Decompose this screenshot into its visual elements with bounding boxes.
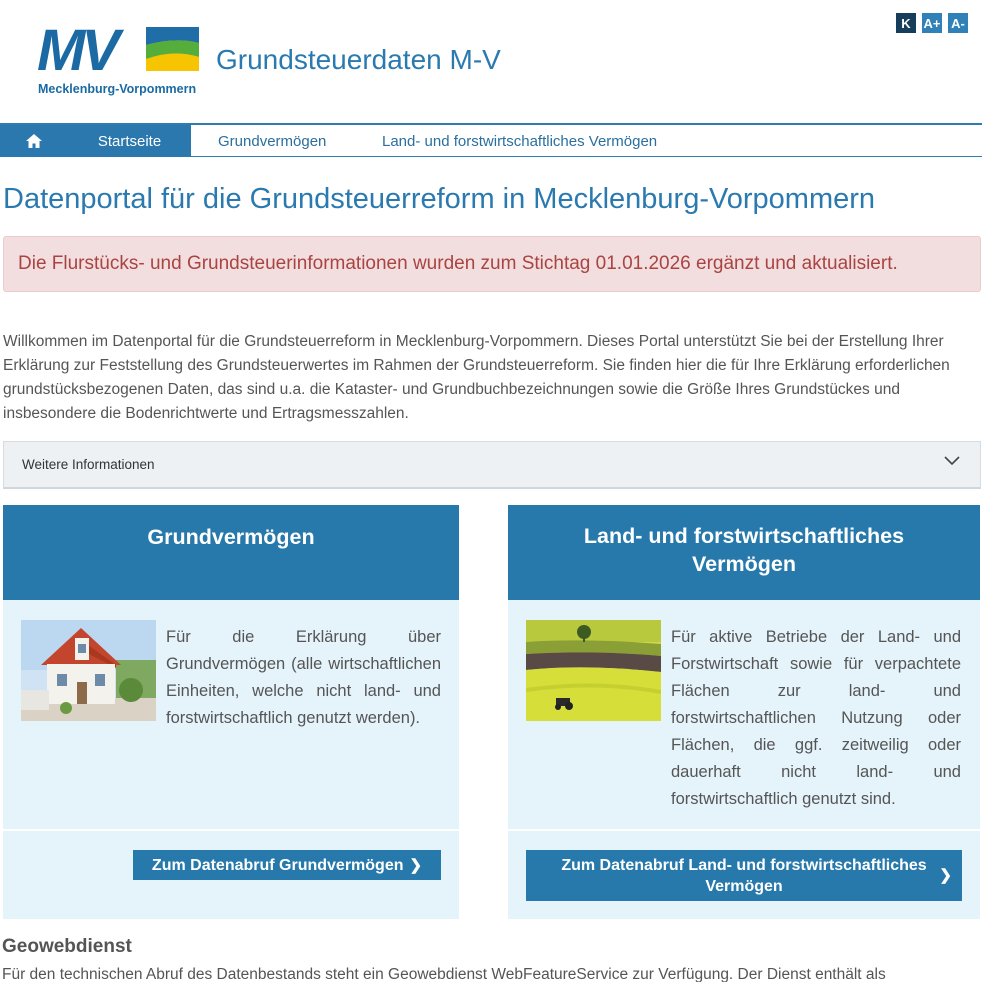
button-label: Zum Datenabruf Grundvermögen bbox=[151, 856, 404, 874]
card-divider bbox=[3, 829, 459, 831]
geowebdienst-text: Für den technischen Abruf des Datenbestands steht ein Geowebdienst WebFeatureService zur Verfügung. Der Dienst enthält als bbox=[2, 966, 886, 982]
chevron-right-icon: ❯ bbox=[939, 867, 952, 884]
card-body bbox=[508, 602, 980, 828]
page-title: Datenportal für die Grundsteuerreform in Mecklenburg-Vorpommern bbox=[3, 183, 876, 215]
card-title bbox=[3, 505, 459, 600]
datenabruf-land-forst-button[interactable] bbox=[526, 850, 962, 901]
accessibility-controls bbox=[896, 13, 968, 33]
card-description: Für aktive Betriebe der Land- und Forstwirtschaft sowie für verpachtete Flächen zur land- und forstwirtschaftlichen Nutzung oder Flächen, die ggf. zeitweilig oder dauerhaft nicht land- und forstwirtschaftlich genutzt sind. bbox=[671, 628, 961, 808]
card-land-forst bbox=[508, 505, 980, 919]
nav-item-land-forst[interactable]: Land- und forstwirtschaftliches Vermögen bbox=[382, 132, 658, 150]
more-info-accordion[interactable] bbox=[3, 441, 981, 489]
chevron-right-icon: ❯ bbox=[409, 856, 423, 874]
card-title bbox=[508, 505, 980, 600]
accordion-label: Weitere Informationen bbox=[22, 457, 155, 472]
logo-flag-icon bbox=[146, 27, 199, 71]
field-image bbox=[526, 620, 661, 721]
nav-home[interactable] bbox=[0, 125, 68, 157]
contrast-button[interactable]: K bbox=[896, 13, 916, 33]
logo-subtitle: Mecklenburg-Vorpommern bbox=[38, 82, 197, 96]
chevron-down-icon bbox=[944, 456, 960, 466]
site-title: Grundsteuerdaten M-V bbox=[216, 44, 501, 75]
geowebdienst-heading: Geowebdienst bbox=[2, 936, 132, 957]
update-alert bbox=[3, 236, 981, 292]
house-image bbox=[21, 620, 156, 721]
font-decrease-button[interactable]: A- bbox=[948, 13, 968, 33]
mv-logo[interactable] bbox=[37, 18, 202, 98]
font-increase-button[interactable]: A+ bbox=[922, 13, 942, 33]
site-header bbox=[0, 0, 982, 123]
card-grundvermoegen bbox=[3, 505, 459, 919]
card-title-text: Grundvermögen bbox=[147, 525, 315, 549]
card-title-text: Land- und forstwirtschaftliches Vermögen bbox=[583, 524, 905, 576]
card-divider bbox=[508, 829, 980, 831]
nav-item-startseite[interactable]: Startseite bbox=[68, 125, 191, 157]
datenabruf-grundvermoegen-button[interactable] bbox=[133, 850, 441, 880]
main-navigation bbox=[0, 123, 982, 157]
card-body bbox=[3, 602, 459, 828]
card-description: Für die Erklärung über Grundvermögen (alle wirtschaftlichen Einheiten, welche nicht land- und forstwirtschaftlich genutzt werden). bbox=[166, 628, 441, 727]
nav-item-grundvermoegen[interactable]: Grundvermögen bbox=[218, 132, 327, 150]
alert-text: Die Flurstücks- und Grundsteuerinformationen wurden zum Stichtag 01.01.2026 ergänzt und aktualisiert. bbox=[18, 253, 898, 274]
logo-text: MV bbox=[37, 18, 116, 83]
intro-text: Willkommen im Datenportal für die Grundsteuerreform in Mecklenburg-Vorpommern. Dieses Portal unterstützt Sie bei der Erstellung Ihrer Erklärung zur Feststellung des Grundsteuerwertes im Rahmen der Grundsteuerreform. Sie finden hier die für Ihre Erklärung erforderlichen grundstücksbezogenen Daten, das sind u.a. die Kataster- und Grundbuchbezeichnungen sowie die Größe Ihres Grundstückes und insbesondere die Bodenrichtwerte und Ertragsmesszahlen. bbox=[3, 333, 950, 422]
home-icon bbox=[26, 134, 42, 148]
button-label: Zum Datenabruf Land- und forstwirtschaftliches Vermögen bbox=[561, 856, 927, 895]
